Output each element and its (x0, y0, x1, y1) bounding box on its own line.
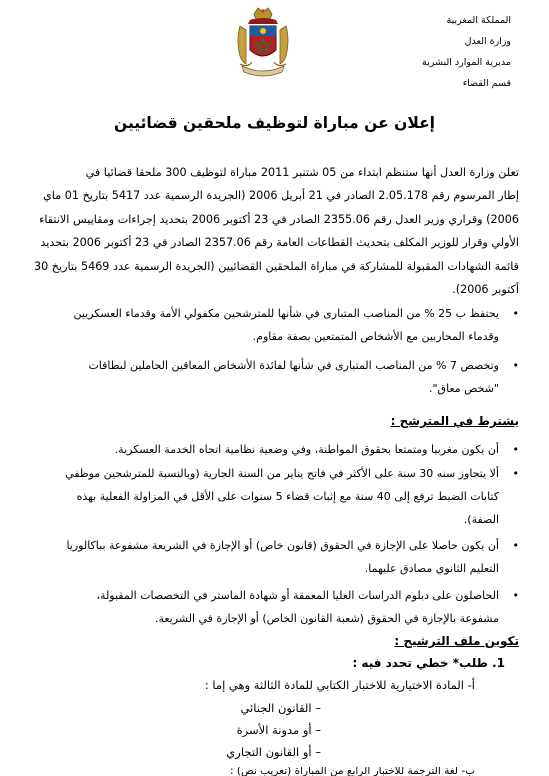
intro-line: قائمة الشهادات المقبولة للمشاركة في مباراة الملحقين القضائيين (الجريدة الرسمية عدد 5469 بتاريخ 30 (33, 259, 519, 273)
intro-line: الأولي وقرار للوزير المكلف بتحديث القطاعات العامة رقم 2357.06 الصادر في 23 أكتوبر 2006 بتحديد (40, 236, 519, 250)
conditions-heading: يشترط في المترشح : (390, 414, 519, 428)
bullet-line: الحاصلون على دبلوم الدراسات العليا المعمقة أو شهادة الماستر في التخصصات المقبولة، (96, 589, 499, 602)
intro-line: إطار المرسوم رقم 2.05.178 الصادر في 21 أبريل 2006 (الجريدة الرسمية عدد 5417 بتاريخ 01 ماي (43, 189, 519, 203)
bullet-line: ألا يتجاوز سنه 30 سنة على الأكثر في فاتح يناير من السنة الجارية (وبالنسبة للمترشحين موظفي (65, 467, 499, 480)
bullet-line: أن يكون حاصلا على الإجازة في الحقوق (قانون خاص) أو الإجازة في الشريعة مشفوعة بباكالوريا (66, 539, 499, 552)
condition-item (28, 584, 519, 630)
intro-line: أكتوبر 2006). (452, 283, 519, 297)
condition-item (28, 462, 519, 531)
bullet-line: كتابات الضبط ترفع إلى 40 سنة مع إثبات قضاء 5 سنوات على الأقل في المزاولة الفعلية بهذه (76, 490, 499, 503)
bullet-line: الصفة). (463, 513, 499, 526)
bullet-dot-icon: • (512, 443, 519, 456)
quota-bullet (28, 302, 519, 348)
option-commercial-law: – أو القانون التجاري (226, 745, 321, 759)
bullet-line: التعليم الثانوي مصادق عليهما. (364, 562, 499, 575)
announcement-title: إعلان عن مباراة لتوظيف ملحقين قضائيين (114, 114, 435, 132)
bullet-dot-icon: • (512, 589, 519, 602)
header-division: قسم القضاء (462, 78, 511, 89)
bullet-line: وتخصص 7 % من المناصب المتبارى في شأنها لفائدة الأشخاص المعاقين الحاملين لبطاقات (88, 359, 499, 372)
quota-bullet (28, 354, 519, 400)
option-family-code: – أو مدونة الأسرة (236, 723, 321, 737)
intro-line: تعلن وزارة العدل أنها ستنظم ابتداء من 05 شتنبر 2011 مباراة لتوظيف 300 ملحقا قضائيا في (85, 166, 519, 179)
sub-item-a: أ- المادة الاختيارية للاختبار الكتابي للمادة الثالثة وهي إما : (204, 678, 475, 692)
bullet-dot-icon: • (512, 359, 519, 372)
header-directorate: مديرية الموارد البشرية (422, 57, 511, 68)
file-item-request: 1. طلب* خطي تحدد فيه : (352, 656, 505, 670)
sub-item-b: ب- لغة الترجمة للاختبار الرابع من المباراة (تعريب نص) : (230, 767, 475, 776)
coat-of-arms-emblem (232, 6, 294, 82)
bullet-line: يحتفظ ب 25 % من المناصب المتبارى في شأنها للمترشحين مكفولي الأمة وقدماء العسكريين (73, 307, 499, 320)
issuer-header (361, 10, 511, 94)
condition-item (28, 534, 519, 580)
bullet-dot-icon: • (512, 467, 519, 480)
bullet-line: أن يكون مغربيا ومتمتعا بحقوق المواطنة، وفي وضعية نظامية اتجاه الخدمة العسكرية. (114, 443, 499, 456)
bullet-line: "شخص معاق". (429, 382, 499, 395)
option-criminal-law: – القانون الجنائي (240, 701, 321, 715)
bullet-line: مشفوعة بالإجازة في الحقوق (شعبة القانون الخاص) أو الإجازة في الشريعة. (154, 612, 499, 625)
header-kingdom: المملكة المغربية (446, 15, 511, 26)
condition-item (28, 438, 519, 461)
bullet-line: وقدماء المحاربين مع الأشخاص المتمتعين بصفة مقاوم. (252, 330, 499, 343)
file-heading: تكوين ملف الترشيح : (394, 634, 519, 648)
bullet-dot-icon: • (512, 539, 519, 552)
intro-paragraph (28, 161, 519, 301)
bullet-dot-icon: • (512, 307, 519, 320)
header-ministry: وزارة العدل (464, 36, 511, 47)
intro-line: 2006) وقراري وزير العدل رقم 2355.06 الصادر في 23 أكتوبر 2006 بتحديد إجراءات ومقاييس الانتقاء (39, 212, 519, 226)
